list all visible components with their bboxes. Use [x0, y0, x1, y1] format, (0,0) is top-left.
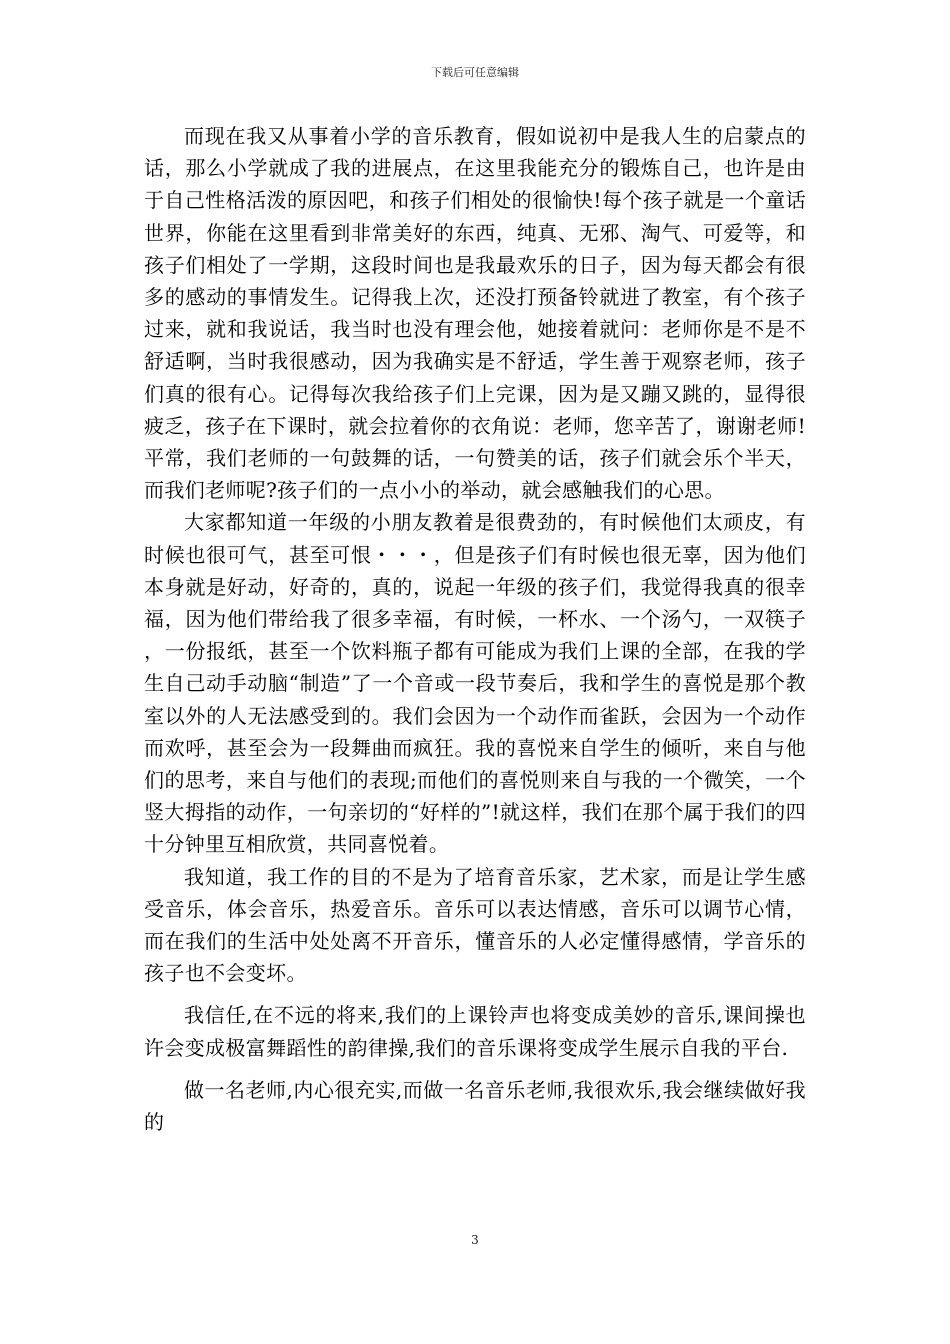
paragraph-2: 大家都知道一年级的小朋友教着是很费劲的，有时候他们太顽皮，有时候也很可气，甚至可恨・・・，但是孩子们有时候也很无辜，因为他们本身就是好动，好奇的，真的，说起一年级的孩子们，我觉得我真的很幸福，因为他们带给我了很多幸福，有时候，一杯水、一个汤勺，一双筷子，一份报纸，甚至一个饮料瓶子都有可能成为我们上课的全部，在我的学生自己动手动脑“制造”了一个音或一段节奏后，我和学生的喜悦是那个教室以外的人无法感受到的。我们会因为一个动作而雀跃，会因为一个动作而欢呼，甚至会为一段舞曲而疯狂。我的喜悦来自学生的倾听，来自与他们的思考，来自与他们的表现;而他们的喜悦则来自与我的一个微笑，一个竖大拇指的动作，一句亲切的“好样的”!就这样，我们在那个属于我们的四十分钟里互相欣赏，共同喜悦着。: [144, 510, 806, 857]
page-header: 下载后可任意编辑: [431, 66, 519, 79]
paragraph-1: 而现在我又从事着小学的音乐教育，假如说初中是我人生的启蒙点的话，那么小学就成了我的进展点，在这里我能充分的锻炼自己，也许是由于自己性格活泼的原因吧，和孩子们相处的很愉快!每个孩子就是一个童话世界，你能在这里看到非常美好的东西，纯真、无邪、淘气、可爱等，和孩子们相处了一学期，这段时间也是我最欢乐的日子，因为每天都会有很多的感动的事情发生。记得我上次，还没打预备铃就进了教室，有个孩子过来，就和我说话，我当时也没有理会他，她接着就问：老师你是不是不舒适啊，当时我很感动，因为我确实是不舒适，学生善于观察老师，孩子们真的很有心。记得每次我给孩子们上完课，因为是又蹦又跳的，显得很疲乏，孩子在下课时，就会拉着你的衣角说：老师，您辛苦了，谢谢老师!平常，我们老师的一句鼓舞的话，一句赞美的话，孩子们就会乐个半天，而我们老师呢?孩子们的一点小小的举动，就会感触我们的心思。: [144, 124, 806, 503]
paragraph-3: 我知道，我工作的目的不是为了培育音乐家，艺术家，而是让学生感受音乐，体会音乐，热爱音乐。音乐可以表达情感，音乐可以调节心情，而在我们的生活中处处离不开音乐，懂音乐的人必定懂得感情，学音乐的孩子也不会变坏。: [144, 864, 806, 986]
paragraph-5: 做一名老师,内心很充实,而做一名音乐老师,我很欢乐,我会继续做好我的: [144, 1077, 806, 1135]
page-number: 3: [471, 1233, 479, 1247]
paragraph-4: 我信任,在不远的将来,我们的上课铃声也将变成美妙的音乐,课间操也许会变成极富舞蹈性的韵律操,我们的音乐课将变成学生展示自我的平台.: [144, 1003, 806, 1060]
document-body: [144, 120, 806, 1138]
